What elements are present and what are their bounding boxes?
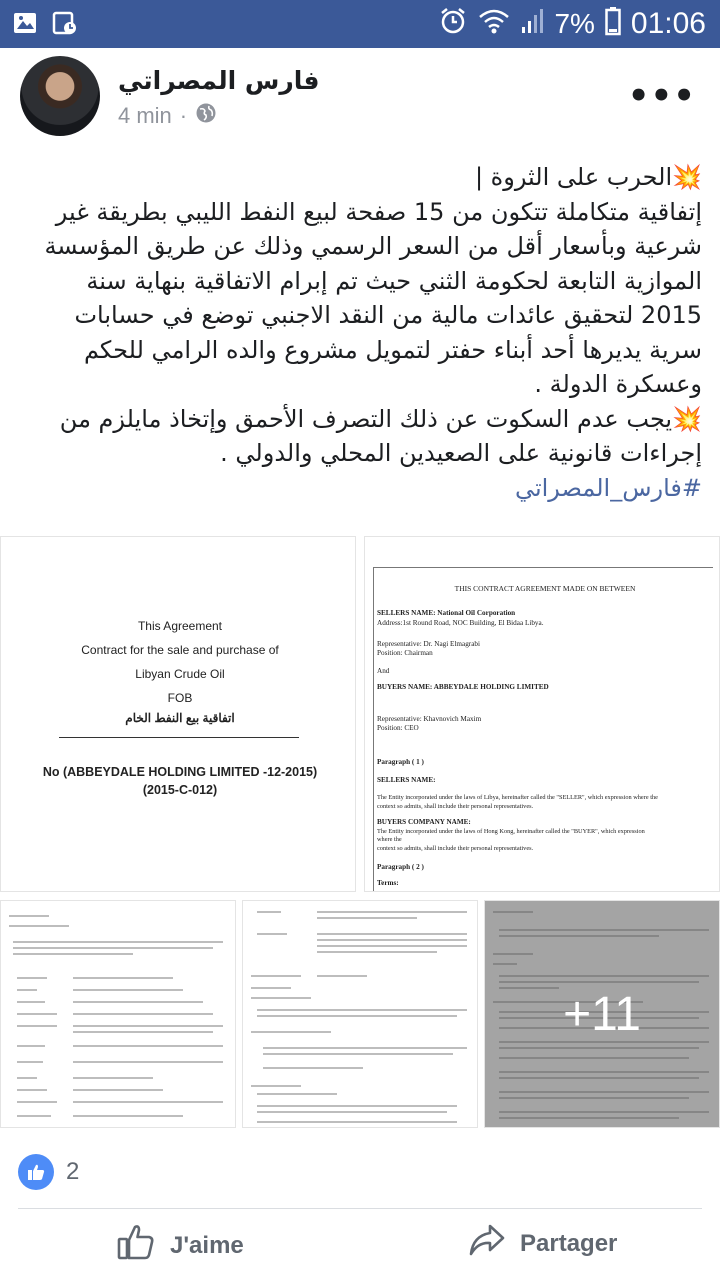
photo-specifications-page[interactable] <box>242 900 478 1128</box>
position-2: Position: CEO <box>377 724 419 732</box>
paragraph-2: Paragraph ( 2 ) <box>377 863 424 871</box>
post-text-line: الموازية التابعة لحكومة الثني حيث تم إبرام الاتفاقية بنهاية سنة <box>86 266 702 295</box>
cover-line: Libyan Crude Oil <box>135 667 225 681</box>
more-photos-count: +11 <box>563 987 641 1041</box>
buyers-label: BUYERS NAME: ABBEYDALE HOLDING LIMITED <box>377 683 549 691</box>
buyer-text: where the <box>377 836 402 843</box>
thumbs-up-icon <box>116 1222 156 1269</box>
like-reaction-icon <box>18 1154 54 1190</box>
photo-contract-page[interactable] <box>364 536 720 892</box>
cover-line-arabic: اتفاقية بيع النفط الخام <box>125 711 235 725</box>
post-text <box>22 160 702 505</box>
contract-heading: THIS CONTRACT AGREEMENT MADE ON BETWEEN <box>454 584 636 593</box>
photo-more-pages[interactable] <box>484 900 720 1128</box>
post-text-line: وعسكرة الدولة . <box>534 370 702 398</box>
seller-text: context so admits, shall include their personal representatives. <box>377 803 534 810</box>
cover-line: FOB <box>167 691 193 705</box>
post-text-line: سرية يديرها أحد أبناء حفتر لتمويل مشروع والده الرامي للحكم <box>83 335 702 364</box>
battery-percent: 7% <box>554 7 595 39</box>
share-arrow-icon <box>468 1222 506 1265</box>
representative-1: Representative: Dr. Nagi Elmagrabi <box>377 640 480 648</box>
paragraph-1: Paragraph ( 1 ) <box>377 758 424 766</box>
share-label: Partager <box>520 1229 618 1257</box>
terms-heading: Terms: <box>377 879 399 887</box>
alarm-icon <box>438 6 468 41</box>
cover-line: Contract for the sale and purchase of <box>81 643 279 657</box>
author-avatar[interactable] <box>20 56 100 136</box>
cover-number: No (ABBEYDALE HOLDING LIMITED -12-2015) <box>42 765 318 779</box>
signal-icon <box>520 7 544 40</box>
photo-definitions-page[interactable] <box>0 900 236 1128</box>
photo-cover-page[interactable] <box>0 536 356 892</box>
image-icon <box>12 10 38 40</box>
post-text-line: إجراءات قانونية على الصعيدين المحلي والدولي . <box>220 439 702 467</box>
wifi-icon <box>478 7 510 40</box>
hashtag-link[interactable]: #فارس_المصراتي <box>514 473 702 502</box>
and-text: And <box>377 667 390 675</box>
buyers-company-heading: BUYERS COMPANY NAME: <box>377 818 471 826</box>
clock-time: 01:06 <box>630 6 706 40</box>
share-button[interactable] <box>468 1222 617 1265</box>
more-options-button[interactable]: ••• <box>627 76 696 116</box>
post-text-line: 2015 لتحقيق عائدات مالية من النقد الاجنبي توضع في حسابات <box>74 301 702 329</box>
post-time[interactable]: 4 min <box>118 103 172 128</box>
buyer-text: The Entity incorporated under the laws of Hong Kong, hereinafter called the "BUYER", which expression <box>377 828 645 835</box>
cover-rule <box>59 737 299 738</box>
post-header <box>0 48 720 148</box>
sellers-address: Address:1st Round Road, NOC Building, El Bidaa Libya. <box>377 619 544 627</box>
sellers-label: SELLERS NAME: National Oil Corporation <box>377 609 516 617</box>
action-divider <box>18 1208 702 1209</box>
globe-icon <box>195 102 217 130</box>
post-text-line: إتفاقية متكاملة تتكون من 15 صفحة لبيع النفط الليبي بطريقة غير <box>55 197 702 226</box>
author-name[interactable]: فارس المصراتي <box>118 66 320 95</box>
cover-line: This Agreement <box>137 619 223 633</box>
photo-grid <box>0 536 720 1128</box>
meta-separator: · <box>179 103 188 128</box>
like-label: J'aime <box>170 1231 244 1259</box>
status-bar <box>0 0 720 48</box>
gallery-icon <box>52 10 78 40</box>
like-button[interactable] <box>116 1222 244 1269</box>
post-text-line: 💥الحرب على الثروة | <box>474 163 702 191</box>
cover-number: (2015-C-012) <box>142 783 218 797</box>
representative-2: Representative: Khavnovich Maxim <box>377 715 482 723</box>
buyer-text: context so admits, shall include their personal representatives. <box>377 845 534 852</box>
post-text-line: 💥يجب عدم السكوت عن ذلك التصرف الأحمق وإتخاذ مايلزم من <box>59 404 702 433</box>
seller-text: The Entity incorporated under the laws of Libya, hereinafter called the "SELLER", which expression where the <box>377 794 658 801</box>
post-meta <box>118 102 217 130</box>
sellers-name-heading: SELLERS NAME: <box>377 776 436 784</box>
reaction-count: 2 <box>66 1158 80 1185</box>
battery-icon <box>605 6 621 41</box>
position-1: Position: Chairman <box>377 649 433 657</box>
more-photos-overlay[interactable] <box>485 901 719 1127</box>
post-text-line: شرعية وبأسعار أقل من السعر الرسمي وذلك عن طريق المؤسسة <box>44 232 702 260</box>
reactions-summary[interactable] <box>18 1154 79 1190</box>
